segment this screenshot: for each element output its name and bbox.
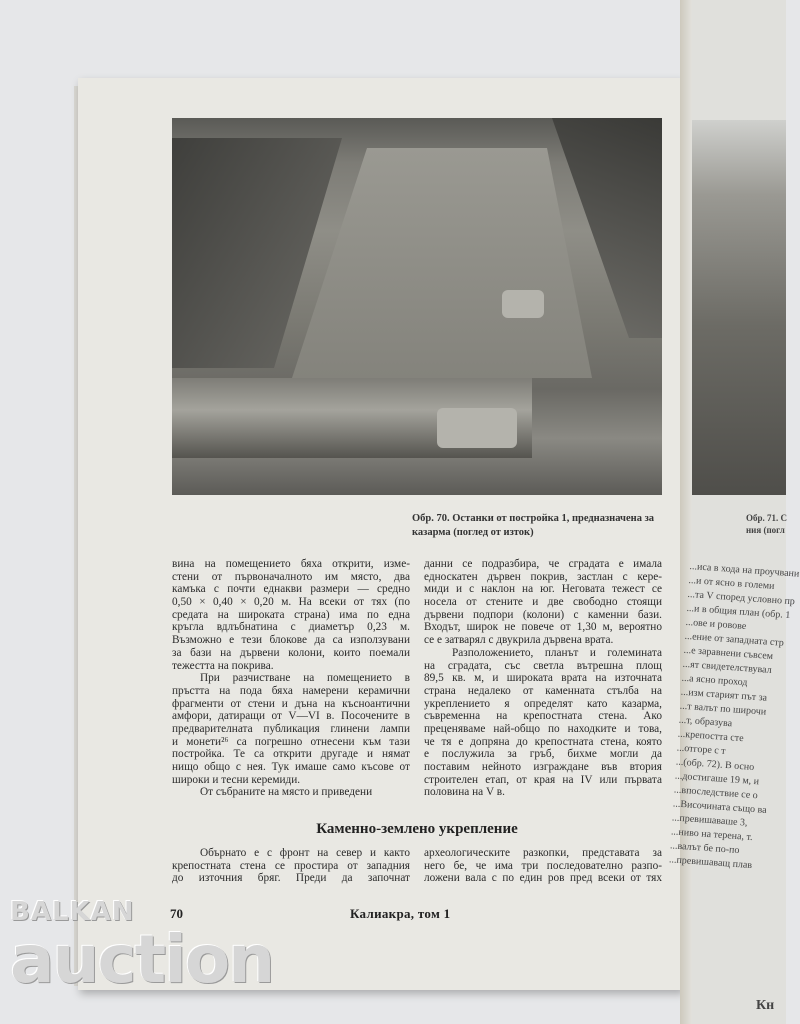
text-line: преценяваме най-общо по находките и това, — [424, 722, 662, 735]
text-line: кръгла вдлъбнатина с диаметър 0,23 м. — [172, 621, 410, 634]
text-line: камъка с почти еднакви размери — средно — [172, 583, 410, 596]
facing-page-photo — [682, 120, 786, 495]
text-line: тежестта на покрива. — [172, 659, 274, 672]
watermark-balkan: BALKAN — [10, 897, 135, 927]
text-line: него бе, че има три последователно разпо- — [424, 859, 662, 872]
text-line: ...впоследствие се о — [673, 784, 759, 802]
photo-floor — [292, 148, 592, 378]
text-line: половина на V в. — [424, 786, 505, 799]
page-number: 70 — [170, 906, 183, 921]
section-heading: Каменно-землено укрепление — [316, 821, 518, 837]
book-gutter — [680, 0, 692, 1024]
text-line: ...и от ясно в големи — [688, 574, 775, 592]
section-text-left — [172, 847, 410, 885]
text-line: ...отгоре с т — [676, 742, 726, 757]
text-line: ...иса в хода на проучвани — [689, 560, 800, 580]
text-line: ния (погл — [746, 525, 785, 535]
text-line: амфори, датиращи от V—VI в. Посочените в — [172, 710, 410, 723]
text-column-left — [172, 558, 410, 799]
text-line: ...достигаше 19 м, и — [674, 770, 760, 788]
text-line: ...ят свидетелствувал — [682, 658, 772, 676]
text-line: Разположението, планът и големината — [452, 646, 662, 659]
text-line: широки и тесни керемиди. — [172, 773, 301, 786]
text-line: пръстта на пода бяха намерени керамични — [172, 684, 410, 697]
text-line: вина на помещението бяха открити, изме- — [172, 558, 410, 570]
facing-page-footer: Кн — [756, 998, 775, 1013]
excavation-photo — [172, 118, 662, 495]
text-line: страна недалеко от каменната стълба на — [424, 684, 662, 697]
text-line: постройка. Те са открити другаде и нямат — [172, 748, 410, 761]
text-line: стени от първоначалното им място, два — [172, 570, 410, 583]
text-line: 0,50 × 0,40 × 0,20 м. На всеки от тях (по — [172, 596, 410, 609]
text-line: Възможно е тези блокове да са използувани — [172, 634, 410, 647]
section-text-right — [424, 847, 662, 885]
text-line: до източния бряг. Преди да започнат — [172, 872, 410, 885]
text-line: едноскатен дървен покрив, застлан с кере- — [424, 570, 662, 583]
text-line: средата на широката страна) има по една — [172, 608, 410, 621]
text-line: строителен етап, от края на IV или първата — [424, 773, 662, 786]
facing-page-caption — [746, 512, 787, 536]
text-line: укреплението я определят като казарма, — [424, 697, 662, 710]
text-line: ...а ясно проход — [681, 672, 748, 689]
text-line: ложени вала с по един ров пред всеки от тях — [424, 872, 662, 885]
text-line: миди и с наклон на юг. Неговата тежест се — [424, 583, 662, 596]
text-line: Обърнато е с фронт на север и както — [200, 847, 410, 859]
facing-page-text — [669, 560, 800, 875]
text-line: ...ниво на терена, т. — [670, 826, 753, 844]
text-line: археологическите разкопки, представата за — [424, 847, 662, 859]
text-line: ...(обр. 72). В осно — [675, 756, 755, 773]
watermark-auction: auction — [10, 921, 274, 998]
photo-stone — [437, 408, 517, 448]
text-line: 89,5 кв. м, и широката врата на източната — [424, 672, 662, 685]
text-line: на сградата, със светла вътрешна площ — [424, 659, 662, 672]
text-line: дървени подпори (колони) с каменни бази. — [424, 608, 662, 621]
text-line: ...ове и ровове — [685, 616, 747, 633]
text-line: Обр. 71. С — [746, 513, 788, 523]
text-line: и монети²⁶ са погрешно отнесени към тази — [172, 735, 410, 748]
text-line: ...та V според условно пр — [687, 588, 796, 608]
photo-stone — [502, 290, 544, 318]
text-line: че тя е допряна до крепостната стена, която — [424, 735, 662, 748]
book-page-right — [668, 0, 800, 1024]
text-line: ...Височината също ва — [672, 798, 767, 816]
text-line: При разчистване на помещението в — [200, 672, 410, 685]
text-line: ...т, образува — [678, 714, 733, 730]
text-line: предварителната публикация глинени лампи — [172, 722, 410, 735]
text-line: данни се подразбира, че сградата е имала — [424, 558, 662, 570]
text-line: крепостната стена се простира от западния — [172, 859, 410, 872]
text-line: съвременна на крепостната стена. Ако — [424, 710, 662, 723]
text-line: ...превишаваше 3, — [671, 812, 748, 829]
text-line: се е затварял с двукрила дървена врата. — [424, 634, 614, 647]
text-line: Входът, широк не повече от 1,30 м, вероятно — [424, 621, 662, 634]
text-line: ...валът бе по-по — [669, 840, 740, 857]
text-line: ...т валът по широчи — [679, 700, 767, 718]
text-line: фрагменти от стени и дъна на късноантични — [172, 697, 410, 710]
figure-caption: Обр. 70. Останки от постройка 1, предназначена за казарма (поглед от изток) — [412, 513, 655, 538]
running-title: Калиакра, том 1 — [350, 906, 451, 921]
text-line: ...ение от западната стр — [684, 630, 785, 649]
text-line: носела от стените и две свободно стоящи — [424, 596, 662, 609]
text-line: ...изм старият път за — [680, 686, 768, 704]
text-line: ...превишаващ плав — [668, 854, 753, 872]
text-line: нищо общо с нея. Тук имаше само късове от — [172, 761, 410, 773]
text-line: поставим нейното изграждане във втория — [424, 761, 662, 773]
text-column-right — [424, 558, 662, 799]
text-line: ...крепостта сте — [677, 728, 744, 745]
text-line: От събраните на място и приведени — [200, 786, 373, 799]
text-line: за бази на дървени колони, които поемали — [172, 646, 410, 659]
text-line: ...е заравнени съвсем — [683, 644, 774, 663]
text-line: е послужила за гръб, бихме могли да — [424, 748, 662, 761]
text-line: ...и в общия план (обр. 1 — [686, 602, 791, 622]
